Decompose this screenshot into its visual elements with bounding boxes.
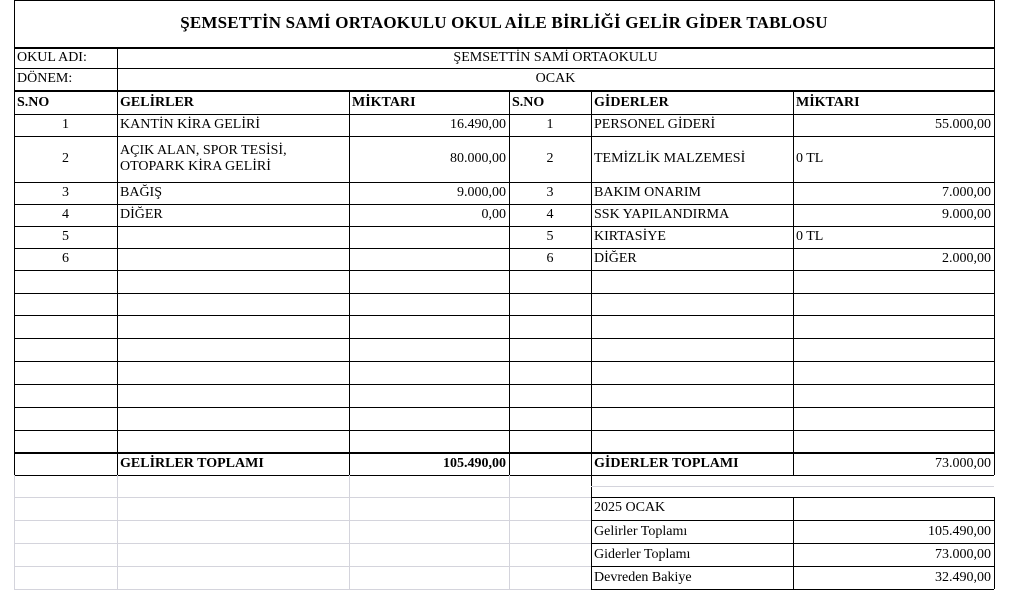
income-name: DİĞER — [120, 207, 163, 222]
income-name: AÇIK ALAN, SPOR TESİSİ, OTOPARK KİRA GELİRİ — [120, 143, 287, 174]
grid-line — [14, 520, 591, 521]
expense-name: KIRTASİYE — [594, 229, 666, 244]
grid-line — [509, 475, 510, 589]
sheet-title: ŞEMSETTİN SAMİ ORTAOKULU OKUL AİLE BİRLİĞİ GELİR GİDER TABLOSU — [180, 13, 828, 32]
grid-line — [14, 315, 994, 316]
grid-line — [14, 475, 994, 476]
expense-amount: 0 TL — [796, 229, 824, 244]
header-income-sno: S.NO — [17, 94, 50, 110]
summary-value: 73.000,00 — [935, 546, 991, 562]
grid-line — [14, 543, 591, 544]
grid-line — [14, 430, 994, 431]
income-name — [117, 248, 349, 270]
school-name-label: OKUL ADI: — [17, 50, 87, 65]
expense-amount: 7.000,00 — [942, 185, 991, 200]
expense-name: DİĞER — [594, 251, 637, 266]
grid-line — [14, 384, 994, 385]
grid-line — [14, 338, 994, 339]
income-name: BAĞIŞ — [120, 185, 163, 200]
summary-label: Giderler Toplamı — [594, 546, 691, 562]
grid-line — [14, 497, 591, 498]
grid-line — [14, 0, 994, 1]
header-expense-sno: S.NO — [512, 94, 545, 110]
expense-name: BAKIM ONARIM — [594, 185, 701, 200]
income-total-label: GELİRLER TOPLAMI — [120, 455, 264, 471]
income-name: KANTİN KİRA GELİRİ — [120, 117, 260, 132]
income-amount: 80.000,00 — [450, 151, 506, 166]
grid-line — [349, 475, 350, 589]
income-amount: 16.490,00 — [450, 117, 506, 132]
expense-sno: 4 — [546, 207, 554, 222]
income-amount: 0,00 — [481, 207, 506, 222]
income-sno: 5 — [62, 229, 69, 244]
period-label: DÖNEM: — [17, 71, 73, 86]
header-income: GELİRLER — [120, 94, 194, 110]
income-sno: 6 — [62, 251, 69, 266]
header-expense-amount: MİKTARI — [796, 94, 860, 110]
grid-line — [14, 293, 994, 294]
expense-amount: 55.000,00 — [935, 117, 991, 132]
expense-amount: 0 TL — [796, 151, 824, 166]
header-expense: GİDERLER — [594, 94, 669, 110]
period-value: OCAK — [535, 71, 576, 86]
grid-line — [591, 486, 994, 487]
expense-total-value: 73.000,00 — [935, 455, 991, 471]
grid-line — [14, 589, 591, 590]
grid-line — [14, 270, 994, 271]
income-amount — [349, 226, 509, 248]
school-name-value: ŞEMSETTİN SAMİ ORTAOKULU — [453, 50, 658, 65]
summary-value: 32.490,00 — [935, 569, 991, 585]
expense-sno: 6 — [546, 251, 554, 266]
summary-label: Devreden Bakiye — [594, 569, 692, 585]
expense-name: TEMİZLİK MALZEMESİ — [594, 151, 746, 166]
grid-line — [14, 475, 15, 589]
income-sno: 2 — [62, 151, 69, 166]
grid-line — [14, 407, 994, 408]
summary-label: Gelirler Toplamı — [594, 523, 688, 539]
income-total-value: 105.490,00 — [443, 455, 506, 471]
grid-line — [14, 566, 591, 567]
expense-sno: 2 — [546, 151, 554, 166]
summary-heading: 2025 OCAK — [594, 500, 666, 515]
expense-name: PERSONEL GİDERİ — [594, 117, 716, 132]
expense-total-label: GİDERLER TOPLAMI — [594, 455, 739, 471]
income-amount: 9.000,00 — [457, 185, 506, 200]
expense-sno: 3 — [546, 185, 554, 200]
expense-name: SSK YAPILANDIRMA — [594, 207, 730, 222]
income-sno: 4 — [62, 207, 69, 222]
income-name — [117, 226, 349, 248]
expense-amount: 2.000,00 — [942, 251, 991, 266]
grid-line — [591, 589, 994, 590]
grid-line — [994, 0, 995, 475]
income-amount — [349, 248, 509, 270]
grid-line — [14, 361, 994, 362]
expense-amount: 9.000,00 — [942, 207, 991, 222]
grid-line — [117, 475, 118, 589]
summary-value: 105.490,00 — [928, 523, 991, 539]
income-sno: 3 — [62, 185, 69, 200]
grid-line — [994, 497, 995, 589]
expense-sno: 5 — [546, 229, 554, 244]
header-income-amount: MİKTARI — [352, 94, 416, 110]
expense-sno: 1 — [546, 117, 554, 132]
income-sno: 1 — [62, 117, 69, 132]
